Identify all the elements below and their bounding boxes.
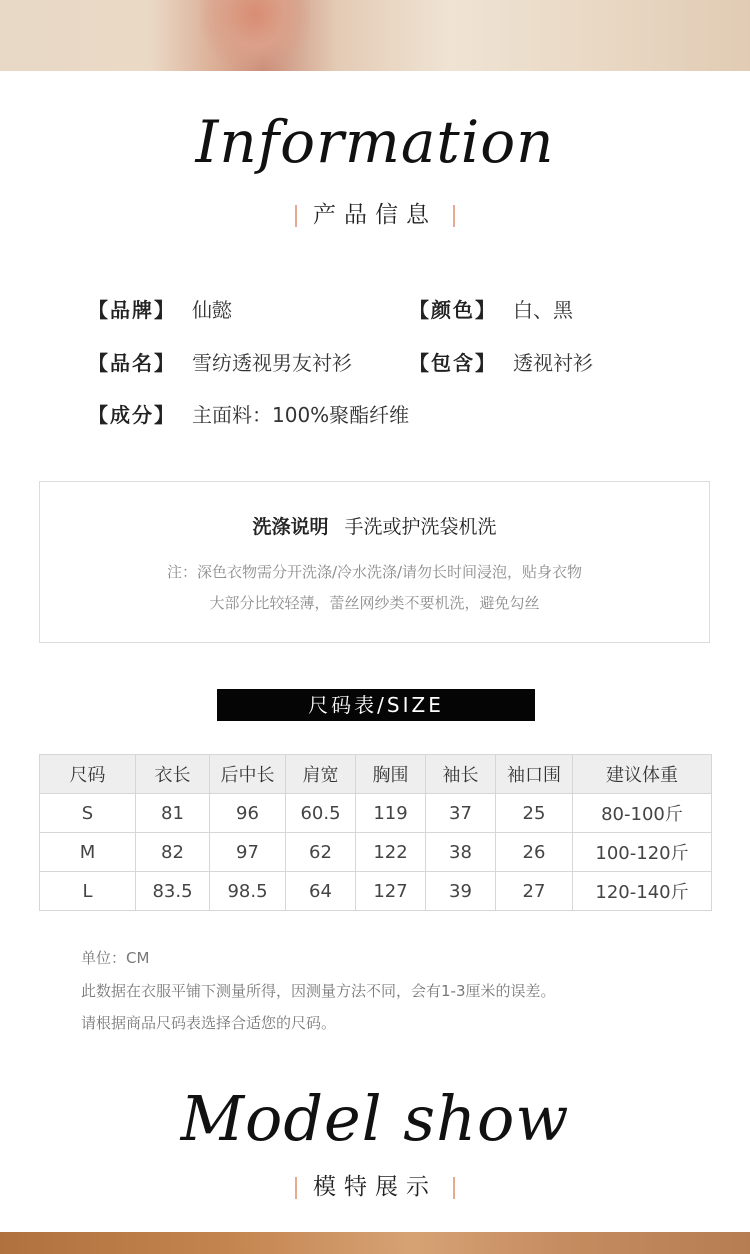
- washing-method: 手洗或护洗袋机洗: [344, 516, 497, 538]
- table-cell: 26: [496, 833, 573, 872]
- table-row: [40, 833, 712, 872]
- table-cell: 38: [426, 833, 496, 872]
- header-back-length: 后中长: [210, 755, 286, 794]
- spec-product-name-value: 雪纺透视男友衬衫: [192, 351, 352, 375]
- header-length: 衣长: [136, 755, 210, 794]
- spec-brand: [88, 294, 232, 323]
- table-cell: 62: [286, 833, 356, 872]
- table-cell: 83.5: [136, 872, 210, 911]
- table-row: [40, 794, 712, 833]
- model-show-script-title: Model show: [180, 1082, 570, 1155]
- subtitle-bar-right: [453, 1177, 455, 1199]
- table-row: [40, 872, 712, 911]
- spec-material-key: 【成分】: [88, 403, 176, 427]
- spec-product-name: [88, 347, 352, 376]
- table-cell: 97: [210, 833, 286, 872]
- table-cell: 120-140斤: [573, 872, 712, 911]
- model-subtitle-text: 模特展示: [313, 1174, 437, 1200]
- table-cell: 98.5: [210, 872, 286, 911]
- washing-instructions-box: [39, 481, 710, 643]
- spec-material-value: 主面料：100%聚酯纤维: [192, 403, 410, 427]
- information-script-title: Information: [195, 108, 555, 176]
- table-cell: 81: [136, 794, 210, 833]
- size-table: [39, 754, 712, 911]
- header-sleeve: 袖长: [426, 755, 496, 794]
- info-subtitle-text: 产品信息: [313, 202, 437, 228]
- table-cell: 127: [356, 872, 426, 911]
- size-chart-title: 尺码表/SIZE: [217, 689, 535, 721]
- table-cell: 27: [496, 872, 573, 911]
- header-weight: 建议体重: [573, 755, 712, 794]
- spec-includes: [409, 347, 593, 376]
- table-cell: L: [40, 872, 136, 911]
- spec-includes-key: 【包含】: [409, 351, 497, 375]
- table-cell: M: [40, 833, 136, 872]
- table-cell: 82: [136, 833, 210, 872]
- table-cell: 25: [496, 794, 573, 833]
- table-cell: 122: [356, 833, 426, 872]
- table-cell: 60.5: [286, 794, 356, 833]
- header-size: 尺码: [40, 755, 136, 794]
- top-photo-strip: [0, 0, 750, 71]
- size-advice-note: 请根据商品尺码表选择合适您的尺码。: [81, 1014, 337, 1032]
- subtitle-bar-left: [295, 1177, 297, 1199]
- measurement-note: 此数据在衣服平铺下测量所得，因测量方法不同，会有1-3厘米的误差。: [81, 982, 556, 1000]
- washing-title: 洗涤说明: [252, 516, 329, 538]
- spec-brand-value: 仙懿: [192, 298, 232, 322]
- unit-note: 单位：CM: [81, 949, 150, 967]
- table-cell: 119: [356, 794, 426, 833]
- spec-color-key: 【颜色】: [409, 298, 497, 322]
- table-cell: 100-120斤: [573, 833, 712, 872]
- spec-color: [409, 294, 573, 323]
- header-cuff: 袖口围: [496, 755, 573, 794]
- washing-note-line2: 大部分比较轻薄，蕾丝网纱类不要机洗，避免勾丝: [209, 594, 540, 612]
- top-photo-shade: [200, 0, 310, 71]
- bottom-photo-strip: [0, 1232, 750, 1254]
- subtitle-bar-left: [295, 205, 297, 227]
- header-shoulder: 肩宽: [286, 755, 356, 794]
- table-cell: S: [40, 794, 136, 833]
- table-cell: 96: [210, 794, 286, 833]
- washing-heading: [40, 512, 709, 539]
- subtitle-bar-right: [453, 205, 455, 227]
- table-cell: 37: [426, 794, 496, 833]
- info-subtitle: [0, 196, 750, 229]
- spec-product-name-key: 【品名】: [88, 351, 176, 375]
- spec-color-value: 白、黑: [513, 298, 573, 322]
- spec-includes-value: 透视衬衫: [513, 351, 593, 375]
- washing-note-line1: 注：深色衣物需分开洗涤/冷水洗涤/请勿长时间浸泡，贴身衣物: [166, 563, 583, 581]
- table-cell: 80-100斤: [573, 794, 712, 833]
- table-cell: 64: [286, 872, 356, 911]
- model-subtitle: [0, 1168, 750, 1201]
- spec-brand-key: 【品牌】: [88, 298, 176, 322]
- spec-material: [88, 399, 409, 428]
- size-table-header-row: [40, 755, 712, 794]
- header-bust: 胸围: [356, 755, 426, 794]
- table-cell: 39: [426, 872, 496, 911]
